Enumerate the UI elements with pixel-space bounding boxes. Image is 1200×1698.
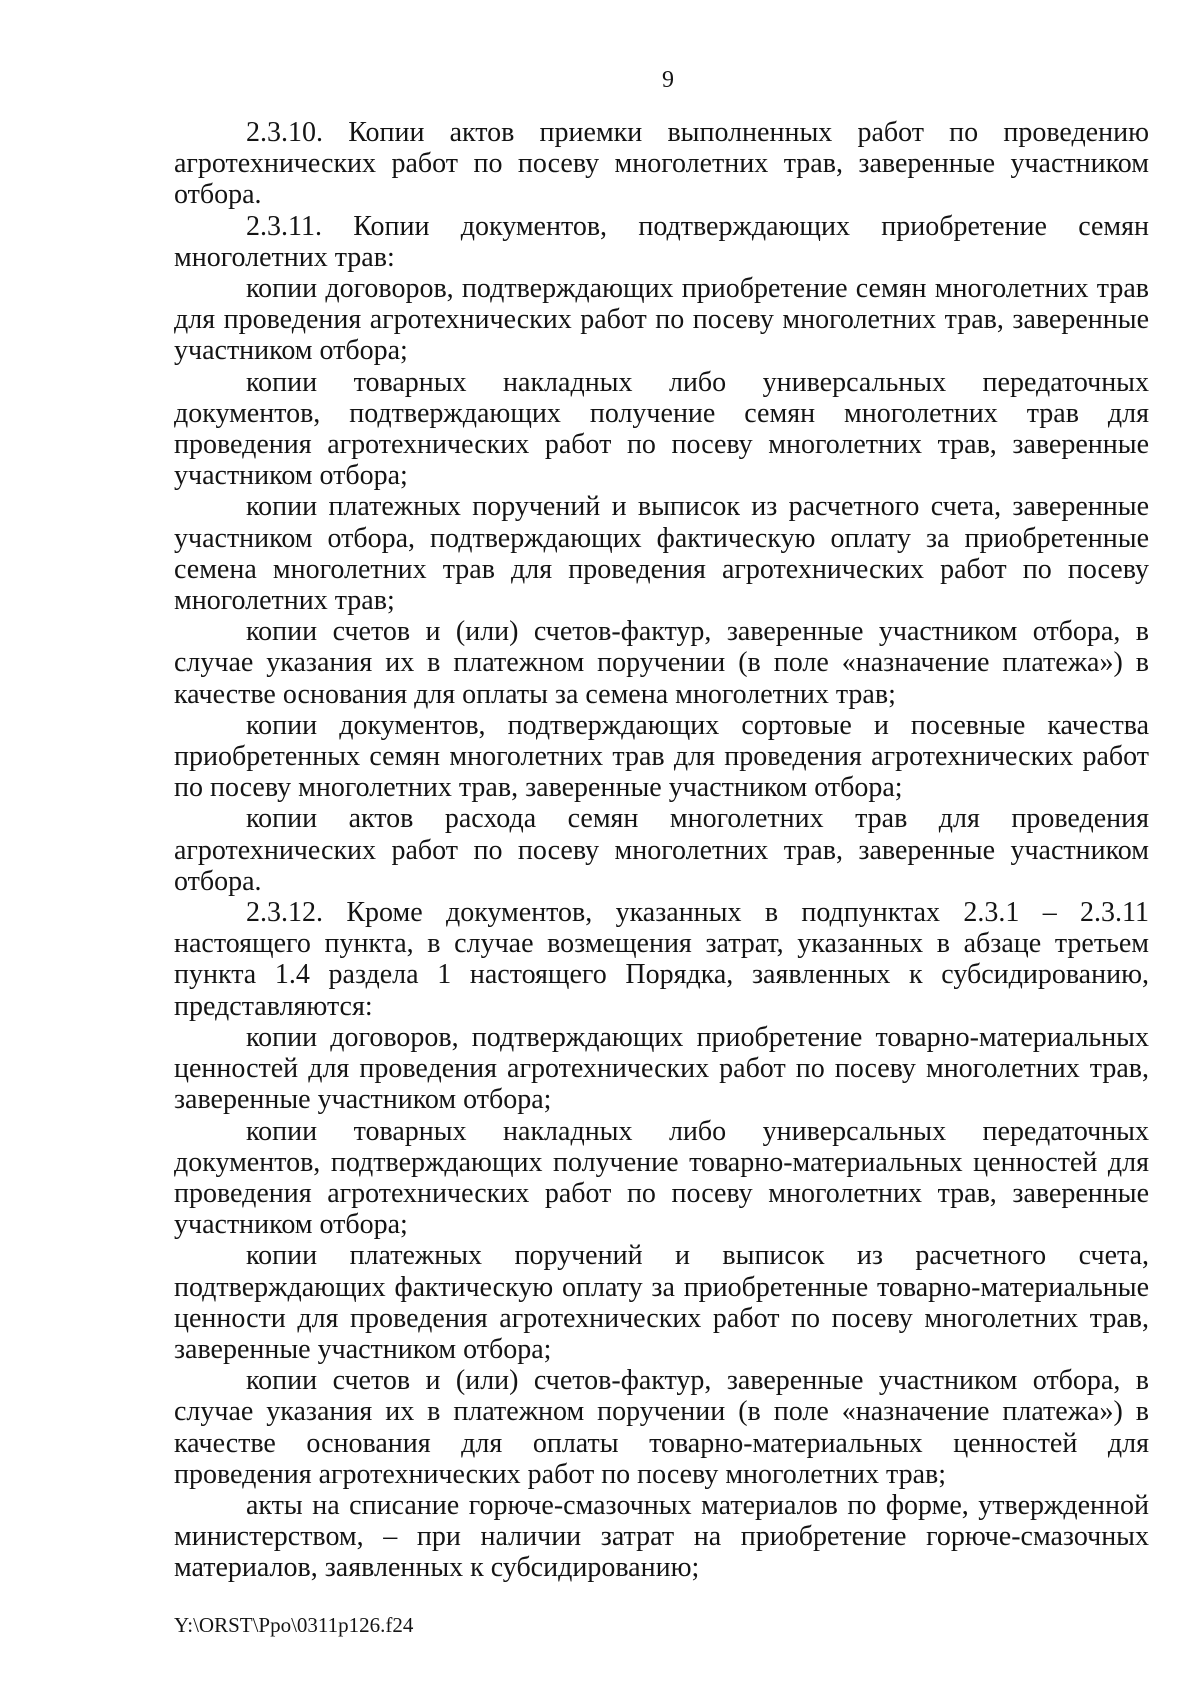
document-body [174, 117, 1149, 1584]
paragraph-materials-contracts: копии договоров, подтверждающих приобретение товарно-материальных ценностей для проведения агротехнических работ по посеву многолетних трав, заверенные участником отбора; [174, 1021, 1149, 1116]
paragraph-seed-consumption: копии актов расхода семян многолетних трав для проведения агротехнических работ по посеву многолетних трав, заверенные участником отбора. [174, 803, 1149, 897]
paragraph-seed-contracts: копии договоров, подтверждающих приобретение семян многолетних трав для проведения агротехнических работ по посеву многолетних трав, заверенные участником отбора; [174, 273, 1149, 367]
paragraph-fuel-writeoff: акты на списание горюче-смазочных материалов по форме, утвержденной министерством, – при наличии затрат на приобретение горюче-смазочных материалов, заявленных к субсидированию; [174, 1489, 1149, 1584]
paragraph-seed-invoices: копии счетов и (или) счетов-фактур, заверенные участником отбора, в случае указания их в платежном поручении (в поле «назначение платежа») в качестве основания для оплаты за семена многолетних трав; [174, 616, 1149, 710]
paragraph-seed-payments: копии платежных поручений и выписок из расчетного счета, заверенные участником отбора, подтверждающих фактическую оплату за приобретенные семена многолетних трав для проведения агротехнических работ по посеву многолетних трав; [174, 491, 1149, 617]
paragraph-2-3-10: 2.3.10. Копии актов приемки выполненных работ по проведению агротехнических работ по посеву многолетних трав, заверенные участником отбора. [174, 117, 1149, 211]
paragraph-seed-waybills: копии товарных накладных либо универсальных передаточных документов, подтверждающих получение семян многолетних трав для проведения агротехнических работ по посеву многолетних трав, заверенные участником отбора; [174, 366, 1149, 492]
paragraph-seed-quality: копии документов, подтверждающих сортовые и посевные качества приобретенных семян многолетних трав для проведения агротехнических работ по посеву многолетних трав, заверенные участником отбора; [174, 709, 1149, 804]
paragraph-materials-invoices: копии счетов и (или) счетов-фактур, заверенные участником отбора, в случае указания их в платежном поручении (в поле «назначение платежа») в качестве основания для оплаты товарно-материальных ценностей для проведения агротехнических работ по посеву многолетних трав; [174, 1365, 1149, 1490]
page-number: 9 [662, 67, 674, 93]
footer-file-path: Y:\ORST\Ppo\0311p126.f24 [174, 1613, 414, 1637]
paragraph-2-3-12: 2.3.12. Кроме документов, указанных в подпунктах 2.3.1 – 2.3.11 настоящего пункта, в случае возмещения затрат, указанных в абзаце третьем пункта 1.4 раздела 1 настоящего Порядка, заявленных к субсидированию, представляются: [174, 897, 1149, 1022]
paragraph-materials-waybills: копии товарных накладных либо универсальных передаточных документов, подтверждающих получение товарно-материальных ценностей для проведения агротехнических работ по посеву многолетних трав, заверенные участником отбора; [174, 1115, 1149, 1241]
paragraph-materials-payments: копии платежных поручений и выписок из расчетного счета, подтверждающих фактическую оплату за приобретенные товарно-материальные ценности для проведения агротехнических работ по посеву многолетних трав, заверенные участником отбора; [174, 1240, 1149, 1365]
paragraph-2-3-11: 2.3.11. Копии документов, подтверждающих приобретение семян многолетних трав: [174, 210, 1149, 273]
